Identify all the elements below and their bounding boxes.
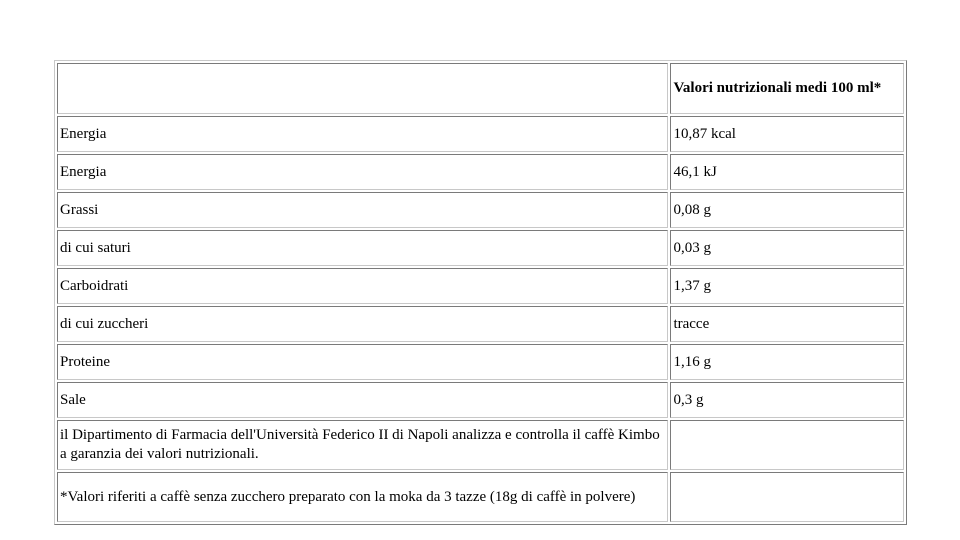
table-row [57, 382, 904, 418]
row-label: Grassi [57, 192, 668, 228]
table-header-row [57, 63, 904, 114]
row-value: 0,08 g [670, 192, 904, 228]
table-row [57, 306, 904, 342]
row-label: di cui zuccheri [57, 306, 668, 342]
row-value: tracce [670, 306, 904, 342]
row-value: 10,87 kcal [670, 116, 904, 152]
table-row [57, 344, 904, 380]
row-label: Sale [57, 382, 668, 418]
row-label: Energia [57, 154, 668, 190]
row-label: Proteine [57, 344, 668, 380]
row-value: 1,37 g [670, 268, 904, 304]
nutrition-table [54, 60, 907, 525]
table-row [57, 268, 904, 304]
row-label: Carboidrati [57, 268, 668, 304]
table-row [57, 154, 904, 190]
note-text: *Valori riferiti a caffè senza zucchero preparato con la moka da 3 tazze (18g di caffè in polvere) [57, 472, 668, 522]
note-value [670, 420, 904, 470]
table-row [57, 116, 904, 152]
row-value: 1,16 g [670, 344, 904, 380]
row-label: di cui saturi [57, 230, 668, 266]
note-row [57, 472, 904, 522]
header-value-cell: Valori nutrizionali medi 100 ml* [670, 63, 904, 114]
note-value [670, 472, 904, 522]
table-row [57, 192, 904, 228]
row-label: Energia [57, 116, 668, 152]
row-value: 0,03 g [670, 230, 904, 266]
table-row [57, 230, 904, 266]
row-value: 46,1 kJ [670, 154, 904, 190]
note-text: il Dipartimento di Farmacia dell'Università Federico II di Napoli analizza e controlla il caffè Kimbo a garanzia dei valori nutrizionali. [57, 420, 668, 470]
header-label-cell [57, 63, 668, 114]
row-value: 0,3 g [670, 382, 904, 418]
note-row [57, 420, 904, 470]
